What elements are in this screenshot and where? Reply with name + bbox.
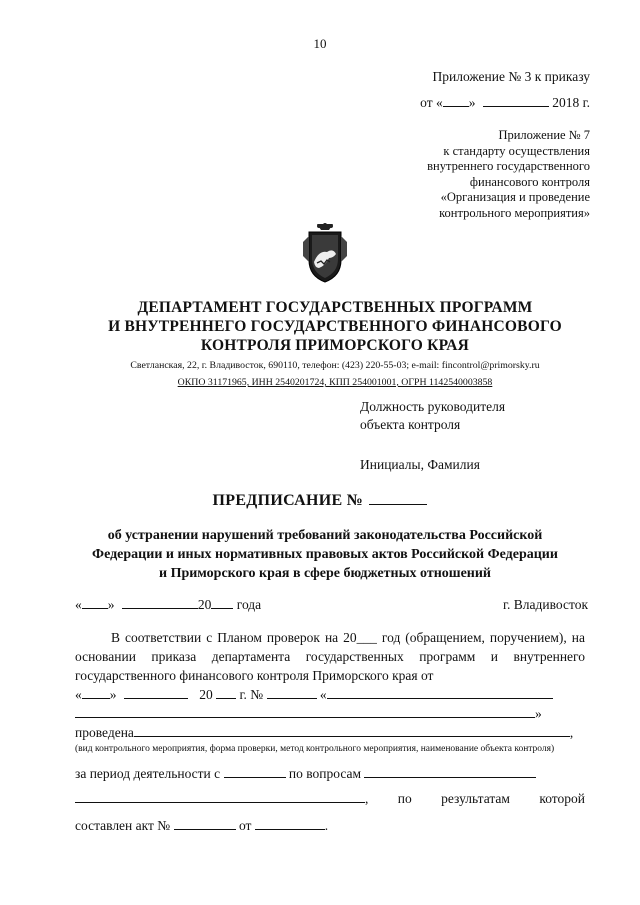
appendix-7-line: к стандарту осуществления <box>443 143 590 158</box>
date-day-blank <box>82 608 108 609</box>
appendix-3-line1: Приложение № 3 к приказу <box>432 69 590 84</box>
order-reference-line <box>75 685 585 704</box>
order-title-continuation <box>75 704 585 723</box>
recipient-initials: Инициалы, Фамилия <box>360 457 480 472</box>
appendix-7-block <box>427 128 590 222</box>
order-number-blank <box>267 698 317 699</box>
period-line <box>75 764 585 783</box>
subtitle-line: об устранении нарушений требований законодательства Российской <box>107 528 543 543</box>
act-number-blank <box>174 829 236 830</box>
appendix-3-year: 2018 г. <box>552 95 590 110</box>
date-century: 20 <box>197 597 212 612</box>
appendix-7-line: Приложение № 7 <box>498 128 590 142</box>
act-date-blank <box>255 829 325 830</box>
act-from-label: от <box>238 818 252 833</box>
date-close-quote: » <box>107 597 115 612</box>
order-date-open: « <box>75 687 82 702</box>
appendix-7-line: контрольного мероприятия» <box>439 205 590 220</box>
period-start-blank <box>224 777 286 778</box>
document-date-line <box>75 597 261 613</box>
period-questions-blank <box>364 777 536 778</box>
results-word: результатам <box>441 791 510 806</box>
period-questions-label: по вопросам <box>288 766 362 781</box>
results-word: которой <box>539 791 585 806</box>
department-name-line: И ВНУТРЕННЕГО ГОСУДАРСТВЕННОГО ФИНАНСОВОГО <box>108 318 562 335</box>
date-month-blank <box>122 608 198 609</box>
results-comma: , <box>365 791 369 806</box>
conducted-blank <box>134 736 570 737</box>
order-number-label: г. № <box>239 687 264 702</box>
subtitle-line: Федерации и иных нормативных правовых актов Российской Федерации <box>92 547 558 562</box>
recipient-position: Должность руководителя <box>360 399 506 414</box>
order-year-blank <box>216 698 236 699</box>
department-header <box>100 298 570 355</box>
results-blank <box>75 802 365 803</box>
body-paragraph <box>75 628 585 835</box>
act-line <box>75 816 585 835</box>
recipient-block <box>360 398 505 434</box>
department-address: Светланская, 22, г. Владивосток, 690110, телефон: (423) 220-55-03; e-mail: fincontrol@primorsky.ru <box>130 360 540 371</box>
date-open-quote: « <box>75 597 82 612</box>
appendix-7-line: внутреннего государственного <box>427 159 590 174</box>
order-title-blank <box>327 698 553 699</box>
order-date-close: » <box>109 687 117 702</box>
appendix-3-date-close: » <box>468 95 476 110</box>
period-label: за период деятельности с <box>75 766 221 781</box>
department-name-line: ДЕПАРТАМЕНТ ГОСУДАРСТВЕННЫХ ПРОГРАММ <box>137 299 533 316</box>
appendix-3-day-blank <box>443 106 469 107</box>
act-period: . <box>324 818 329 833</box>
department-name-line: КОНТРОЛЯ ПРИМОРСКОГО КРАЯ <box>200 337 470 354</box>
body-paragraph-1: В соответствии с Планом проверок на 20___ год (обращением, поручением), на основании приказа департамента государственных программ и внутреннего государственного финансового контроля Приморского края от <box>75 630 585 683</box>
appendix-7-line: «Организация и проведение <box>440 190 590 205</box>
date-suffix: года <box>236 597 262 612</box>
order-day-blank <box>82 698 110 699</box>
results-line <box>75 789 585 808</box>
appendix-3-date-open: от « <box>420 95 443 110</box>
recipient-object: объекта контроля <box>360 417 461 432</box>
primorsky-krai-coat-of-arms-icon <box>299 222 351 284</box>
results-word: по <box>397 791 412 806</box>
department-contacts <box>100 357 570 391</box>
document-number-blank <box>369 504 427 505</box>
conducted-comma: , <box>569 725 574 740</box>
order-century: 20 <box>199 687 213 702</box>
control-type-hint: (вид контрольного мероприятия, форма проверки, метод контрольного мероприятия, наименование объекта контроля) <box>75 744 555 754</box>
order-month-blank <box>124 698 188 699</box>
order-title-blank-2 <box>75 717 535 718</box>
conducted-line <box>75 723 585 742</box>
appendix-3-month-blank <box>483 106 549 107</box>
order-title-close: » <box>535 706 542 721</box>
appendix-7-line: финансового контроля <box>469 174 590 189</box>
results-blank-wrap <box>75 789 368 808</box>
document-city: г. Владивосток <box>503 597 588 612</box>
date-year-blank <box>211 608 233 609</box>
document-title-text: ПРЕДПИСАНИЕ № <box>212 492 364 509</box>
order-title-open: « <box>319 687 327 702</box>
conducted-label: проведена <box>75 725 134 740</box>
document-subtitle <box>80 526 570 583</box>
page-number: 10 <box>313 36 327 51</box>
document-title <box>0 492 640 510</box>
act-label: составлен акт № <box>75 818 171 833</box>
appendix-3-line2 <box>420 93 590 112</box>
subtitle-line: и Приморского края в сфере бюджетных отношений <box>159 566 491 581</box>
department-registry: ОКПО 31171965, ИНН 2540201724, КПП 254001001, ОГРН 1142540003858 <box>177 377 493 388</box>
